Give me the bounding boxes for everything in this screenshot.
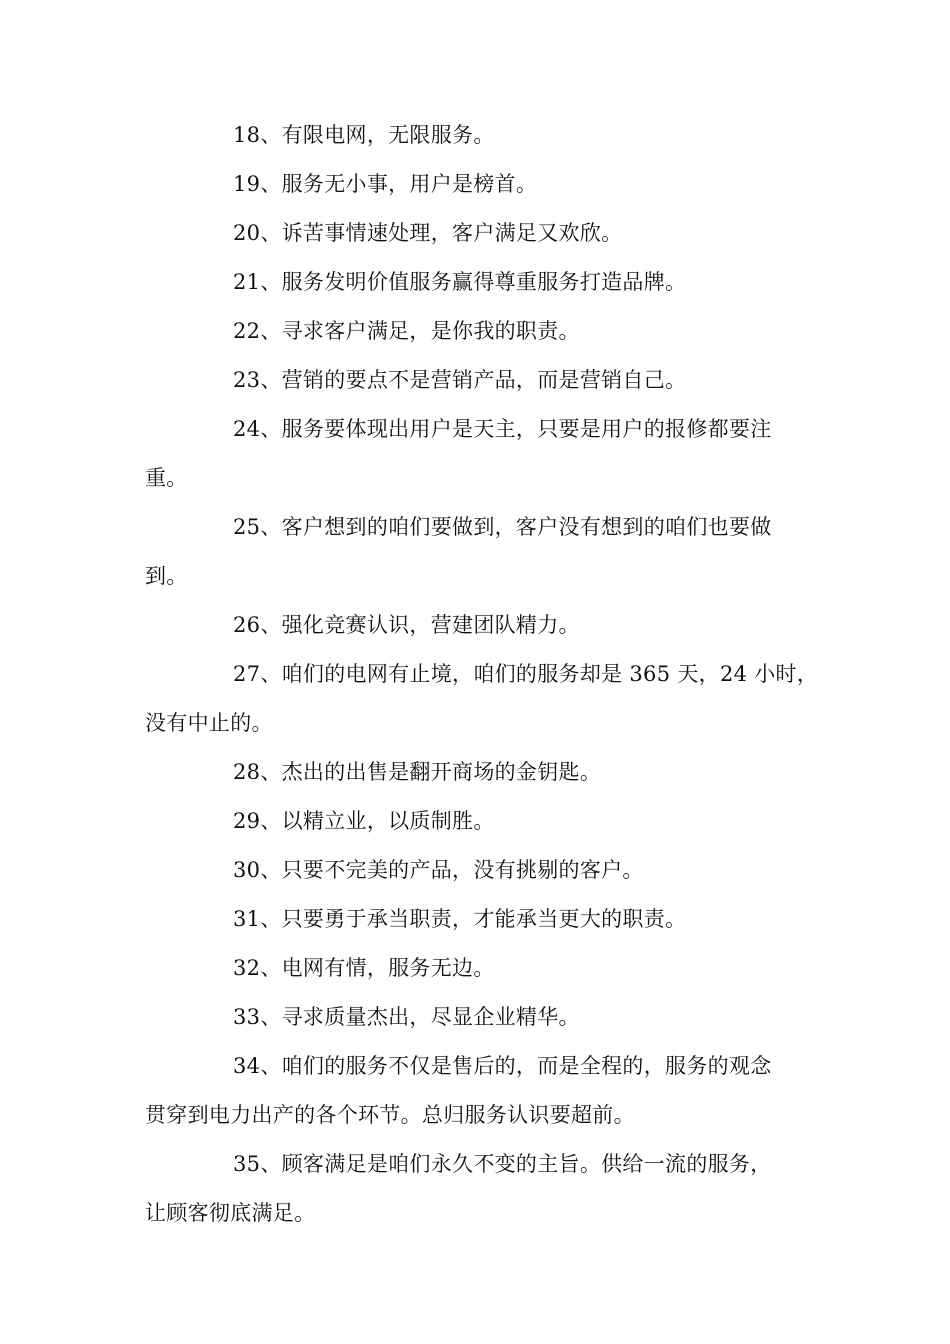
paragraph-30 [145, 846, 820, 895]
paragraph-line-continued: 让顾客彻底满足。 [145, 1201, 316, 1225]
paragraph-line: 18、有限电网，无限服务。 [233, 123, 495, 147]
paragraph-line: 34、咱们的服务不仅是售后的，而是全程的，服务的观念 [233, 1054, 772, 1078]
paragraph-line: 26、强化竞赛认识，营建团队精力。 [233, 613, 580, 637]
paragraph-line: 27、咱们的电网有止境，咱们的服务却是 365 天，24 小时， [233, 662, 819, 686]
paragraph-21 [145, 258, 820, 307]
paragraph-32 [145, 944, 820, 993]
document-body [145, 111, 820, 1238]
paragraph-line: 19、服务无小事，用户是榜首。 [233, 172, 538, 196]
paragraph-29 [145, 797, 820, 846]
paragraph-line-continued: 到。 [145, 564, 188, 588]
paragraph-27 [145, 650, 820, 748]
paragraph-31 [145, 895, 820, 944]
paragraph-20 [145, 209, 820, 258]
paragraph-26 [145, 601, 820, 650]
paragraph-33 [145, 993, 820, 1042]
paragraph-line: 32、电网有情，服务无边。 [233, 956, 495, 980]
paragraph-line-continued: 贯穿到电力出产的各个环节。总归服务认识要超前。 [145, 1103, 635, 1127]
paragraph-35 [145, 1140, 820, 1238]
paragraph-line: 25、客户想到的咱们要做到，客户没有想到的咱们也要做 [233, 515, 772, 539]
paragraph-28 [145, 748, 820, 797]
paragraph-25 [145, 503, 820, 601]
paragraph-line: 30、只要不完美的产品，没有挑剔的客户。 [233, 858, 644, 882]
paragraph-line: 24、服务要体现出用户是天主，只要是用户的报修都要注 [233, 417, 772, 441]
paragraph-line: 28、杰出的出售是翻开商场的金钥匙。 [233, 760, 602, 784]
paragraph-19 [145, 160, 820, 209]
paragraph-23 [145, 356, 820, 405]
paragraph-line-continued: 重。 [145, 466, 188, 490]
paragraph-18 [145, 111, 820, 160]
paragraph-22 [145, 307, 820, 356]
paragraph-line: 21、服务发明价值服务赢得尊重服务打造品牌。 [233, 270, 687, 294]
paragraph-line: 33、寻求质量杰出，尽显企业精华。 [233, 1005, 580, 1029]
paragraph-line-continued: 没有中止的。 [145, 711, 273, 735]
paragraph-line: 22、寻求客户满足，是你我的职责。 [233, 319, 580, 343]
paragraph-line: 31、只要勇于承当职责，才能承当更大的职责。 [233, 907, 687, 931]
paragraph-line: 20、诉苦事情速处理，客户满足又欢欣。 [233, 221, 623, 245]
paragraph-line: 35、顾客满足是咱们永久不变的主旨。供给一流的服务， [233, 1152, 772, 1176]
paragraph-34 [145, 1042, 820, 1140]
paragraph-line: 29、以精立业，以质制胜。 [233, 809, 495, 833]
paragraph-line: 23、营销的要点不是营销产品，而是营销自己。 [233, 368, 687, 392]
paragraph-24 [145, 405, 820, 503]
